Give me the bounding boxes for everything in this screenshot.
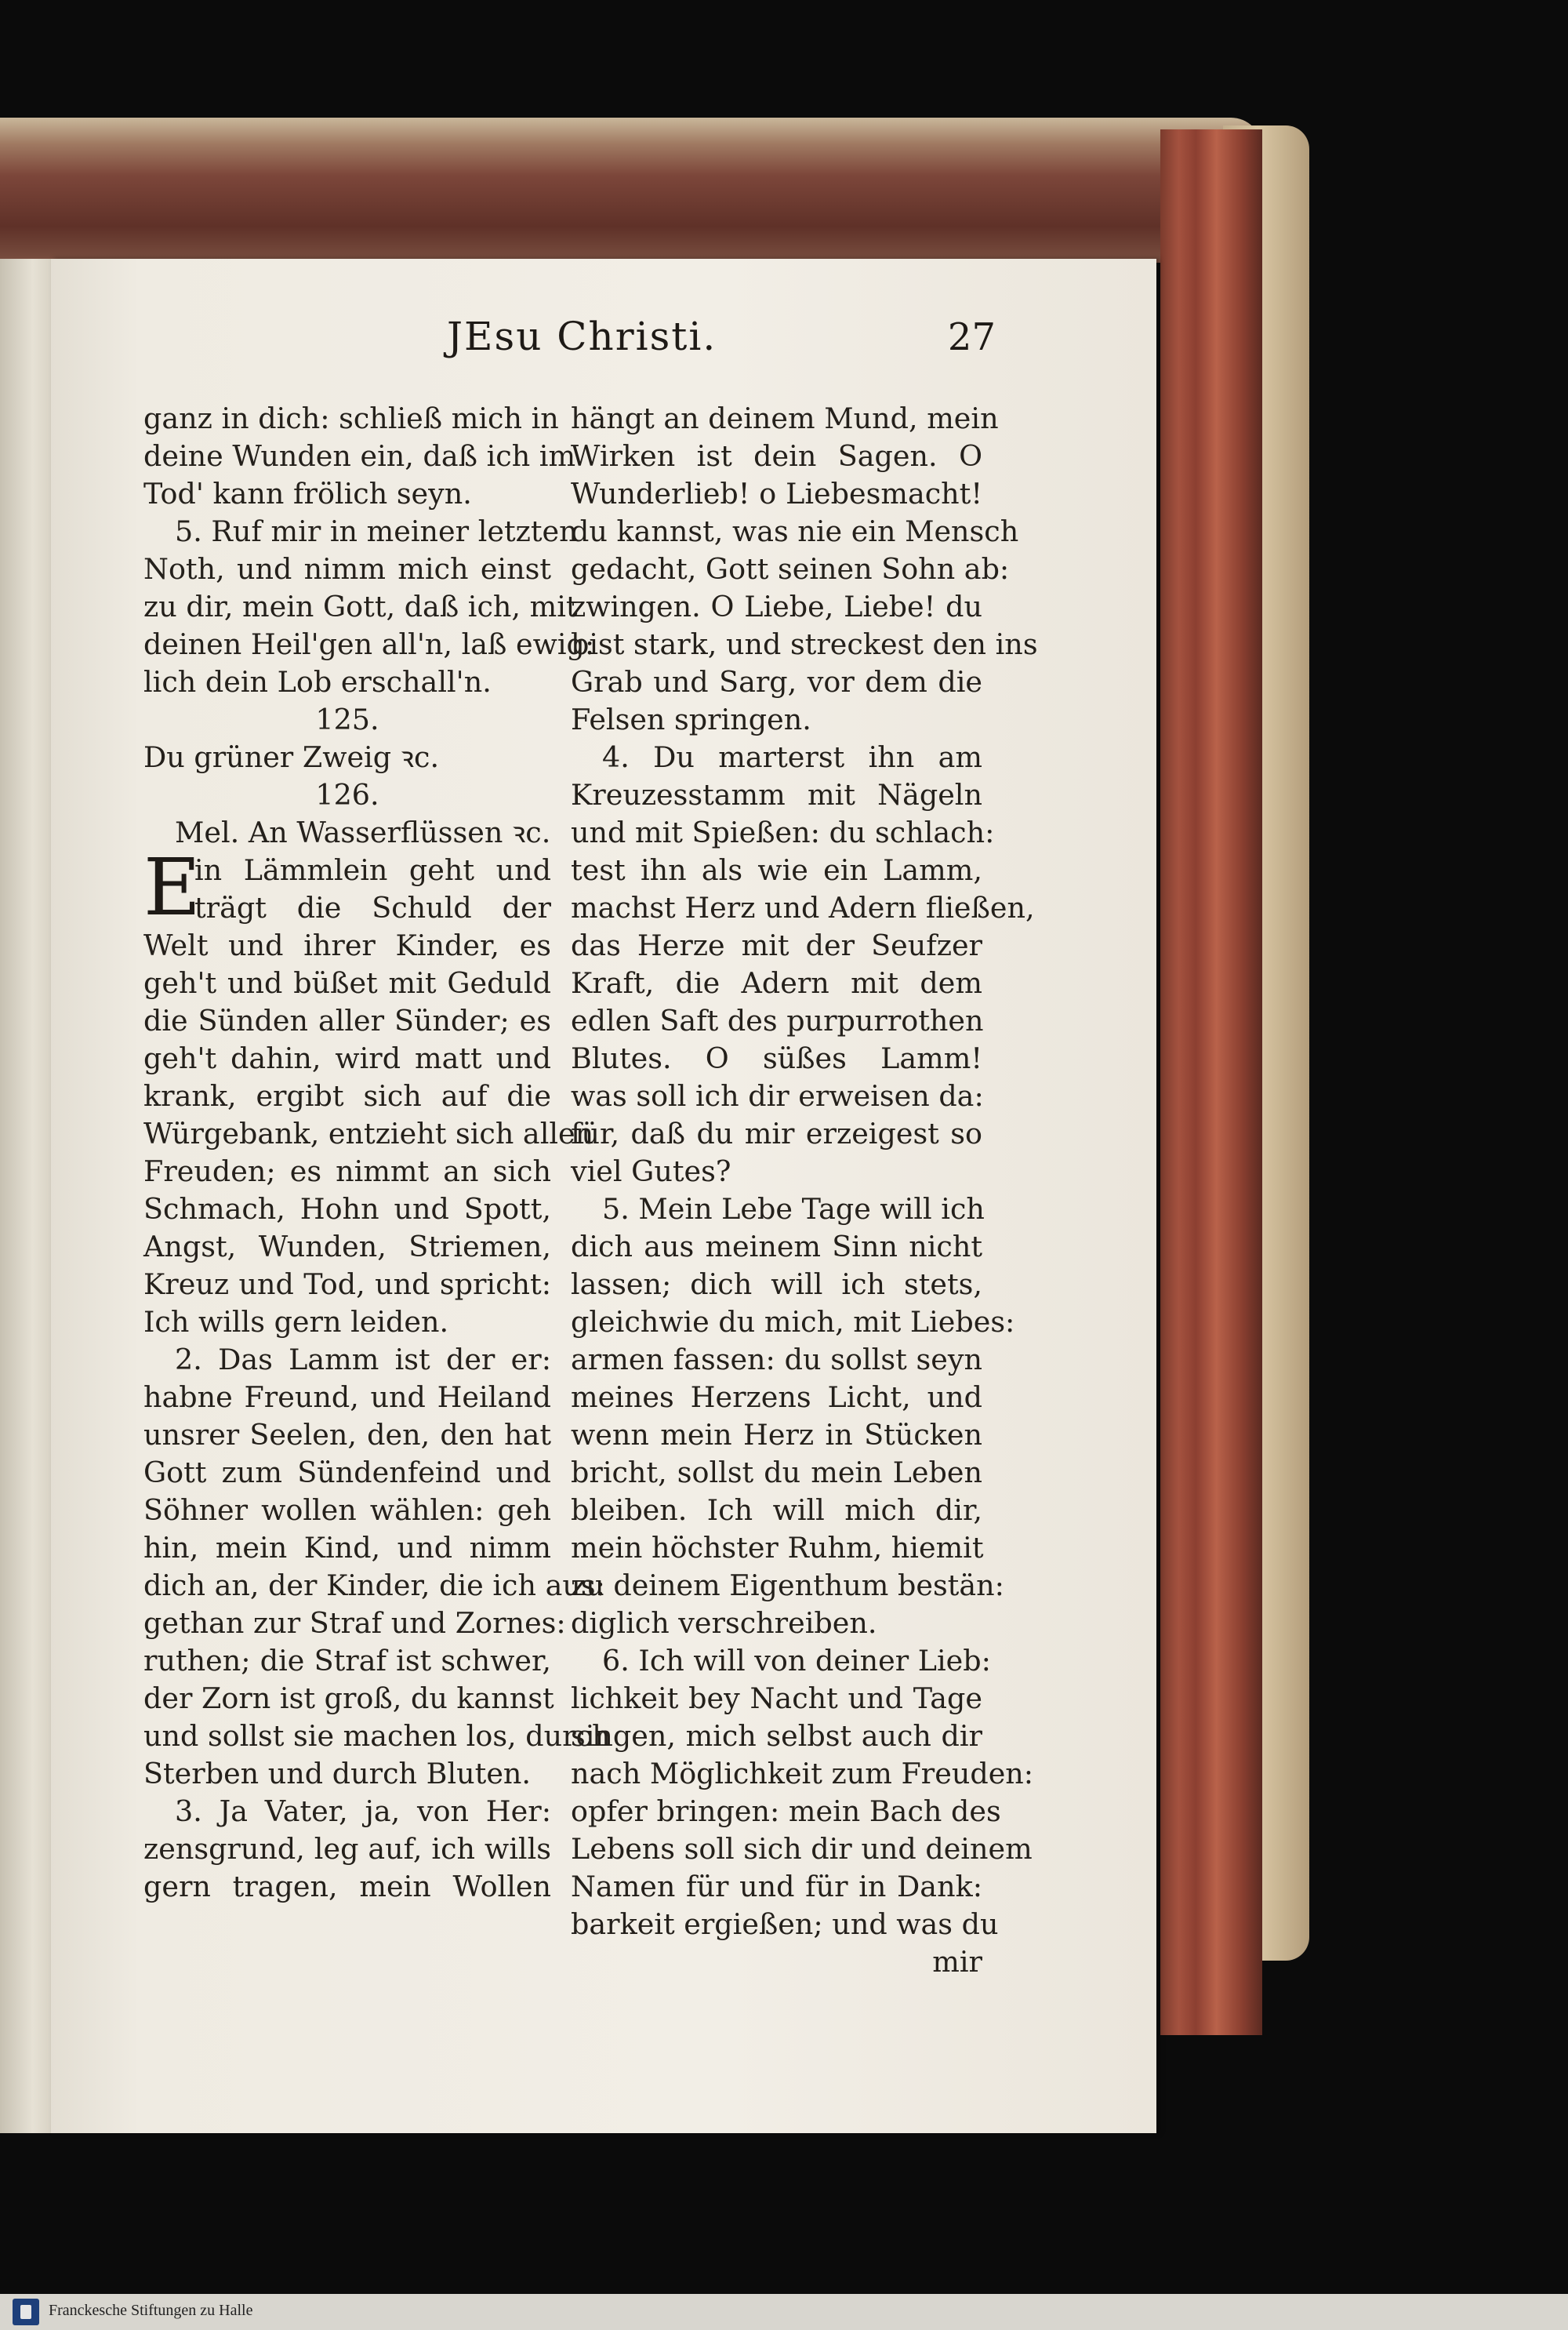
footer-text: Franckesche Stiftungen zu Halle: [49, 2302, 253, 2319]
text-line: 6. Ich will von deiner Lieb:: [602, 1644, 991, 1678]
text-line: 5. Ruf mir in meiner letzten: [175, 514, 578, 548]
text-line: für, daß du mir erzeigest so: [571, 1117, 982, 1150]
text-line: Gott zum Sündenfeind und: [143, 1456, 551, 1489]
text-line: diglich verschreiben.: [571, 1606, 877, 1640]
hymn-title: Du grüner Zweig ꝛc.: [143, 740, 440, 774]
text-line: und mit Spießen: du schlach:: [571, 816, 995, 849]
text-line: gern tragen, mein Wollen: [143, 1870, 551, 1903]
text-line: viel Gutes?: [571, 1154, 731, 1188]
text-line: Freuden; es nimmt an sich: [143, 1154, 551, 1188]
drop-cap-line: [143, 889, 551, 927]
text-line: singen, mich selbst auch dir: [571, 1719, 982, 1753]
text-line: lich dein Lob erschall'n.: [143, 665, 492, 699]
text-line: 2. Das Lamm ist der er:: [175, 1343, 551, 1376]
text-line: Söhner wollen wählen: geh: [143, 1493, 551, 1527]
text-line: Grab und Sarg, vor dem die: [571, 665, 982, 699]
text-line: deinen Heil'gen all'n, laß ewig:: [143, 627, 595, 661]
running-head-title: JEsu Christi.: [447, 314, 717, 359]
drop-cap: E: [143, 841, 201, 933]
text-line: gedacht, Gott seinen Sohn ab:: [571, 552, 1010, 586]
text-line: deine Wunden ein, daß ich im: [143, 439, 576, 473]
text-line: hin, mein Kind, und nimm: [143, 1531, 551, 1565]
text-line: ruthen; die Straf ist schwer,: [143, 1644, 551, 1678]
text-line: gethan zur Straf und Zornes:: [143, 1606, 566, 1640]
institution-logo: [13, 2299, 39, 2325]
text-line: Würgebank, entzieht sich allen: [143, 1117, 594, 1150]
text-line: Blutes. O süßes Lamm!: [571, 1041, 982, 1075]
text-line: Ich wills gern leiden.: [143, 1305, 449, 1339]
left-page-edge: [0, 259, 55, 2133]
text-line: der Zorn ist groß, du kannst: [143, 1681, 554, 1715]
text-line: edlen Saft des purpurrothen: [571, 1004, 984, 1038]
text-line: du kannst, was nie ein Mensch: [571, 514, 1019, 548]
text-line: und sollst sie machen los, durch: [143, 1719, 611, 1753]
text-line: bleiben. Ich will mich dir,: [571, 1493, 982, 1527]
text-line: wenn mein Herz in Stücken: [571, 1418, 982, 1452]
text-line: Kreuz und Tod, und spricht:: [143, 1267, 551, 1301]
text-line: Kreuzesstamm mit Nägeln: [571, 778, 982, 812]
melody-line: Mel. An Wasserflüssen ꝛc.: [175, 816, 551, 849]
text-line: die Sünden aller Sünder; es: [143, 1004, 551, 1038]
text-line: unsrer Seelen, den, den hat: [143, 1418, 551, 1452]
text-line: Welt und ihrer Kinder, es: [143, 929, 551, 962]
text-line: ganz in dich: schließ mich in: [143, 402, 559, 435]
text-line: Noth, und nimm mich einst: [143, 552, 551, 586]
text-line: 4. Du marterst ihn am: [602, 740, 982, 774]
text-line: meines Herzens Licht, und: [571, 1380, 982, 1414]
text-line: bricht, sollst du mein Leben: [571, 1456, 982, 1489]
left-column: [143, 400, 611, 1906]
text-line: zensgrund, leg auf, ich wills: [143, 1832, 551, 1866]
text-line: Sterben und durch Bluten.: [143, 1757, 532, 1790]
text-line: gleichwie du mich, mit Liebes:: [571, 1305, 1015, 1339]
text-line: barkeit ergießen; und was du: [571, 1907, 999, 1941]
text-line: dich an, der Kinder, die ich aus:: [143, 1568, 605, 1602]
text-line: machst Herz und Adern fließen,: [571, 891, 1035, 925]
text-line: 3. Ja Vater, ja, von Her:: [175, 1794, 551, 1828]
running-head: [447, 314, 996, 369]
hymn-number: 126.: [315, 778, 379, 812]
text-line: in Lämmlein geht und: [194, 853, 551, 887]
text-line: Tod' kann frölich seyn.: [143, 477, 472, 511]
text-line: Angst, Wunden, Striemen,: [143, 1230, 551, 1263]
text-line: mein höchster Ruhm, hiemit: [571, 1531, 984, 1565]
text-line: was soll ich dir erweisen da:: [571, 1079, 984, 1113]
text-line: habne Freund, und Heiland: [143, 1380, 551, 1414]
text-line: trägt die Schuld der: [194, 891, 551, 925]
text-line: Schmach, Hohn und Spott,: [143, 1192, 551, 1226]
page-number: 27: [947, 315, 996, 359]
text-line: Lebens soll sich dir und deinem: [571, 1832, 1033, 1866]
text-line: das Herze mit der Seufzer: [571, 929, 982, 962]
text-line: test ihn als wie ein Lamm,: [571, 853, 982, 887]
text-line: armen fassen: du sollst seyn: [571, 1343, 982, 1376]
text-line: Namen für und für in Dank:: [571, 1870, 982, 1903]
text-line: bist stark, und streckest den ins: [571, 627, 1038, 661]
text-line: geh't und büßet mit Geduld: [143, 966, 551, 1000]
hymn-number: 125.: [315, 703, 379, 736]
text-line: dich aus meinem Sinn nicht: [571, 1230, 982, 1263]
text-line: zu deinem Eigenthum bestän:: [571, 1568, 1004, 1602]
page-block-edge: [1160, 129, 1262, 2035]
text-line: Kraft, die Adern mit dem: [571, 966, 982, 1000]
text-line: lassen; dich will ich stets,: [571, 1267, 982, 1301]
catchword: mir: [932, 1945, 982, 1979]
text-line: Felsen springen.: [571, 703, 811, 736]
text-line: geh't dahin, wird matt und: [143, 1041, 551, 1075]
text-line: hängt an deinem Mund, mein: [571, 402, 999, 435]
footer-bar: [0, 2294, 1568, 2330]
text-line: opfer bringen: mein Bach des: [571, 1794, 1001, 1828]
text-line: nach Möglichkeit zum Freuden:: [571, 1757, 1034, 1790]
book-top-edge: [0, 118, 1262, 263]
right-column: [571, 400, 1038, 1981]
text-line: zwingen. O Liebe, Liebe! du: [571, 590, 982, 623]
text-line: 5. Mein Lebe Tage will ich: [602, 1192, 985, 1226]
text-line: Wirken ist dein Sagen. O: [571, 439, 982, 473]
text-line: zu dir, mein Gott, daß ich, mit: [143, 590, 578, 623]
text-line: krank, ergibt sich auf die: [143, 1079, 551, 1113]
text-line: lichkeit bey Nacht und Tage: [571, 1681, 982, 1715]
text-line: Wunderlieb! o Liebesmacht!: [571, 477, 982, 511]
